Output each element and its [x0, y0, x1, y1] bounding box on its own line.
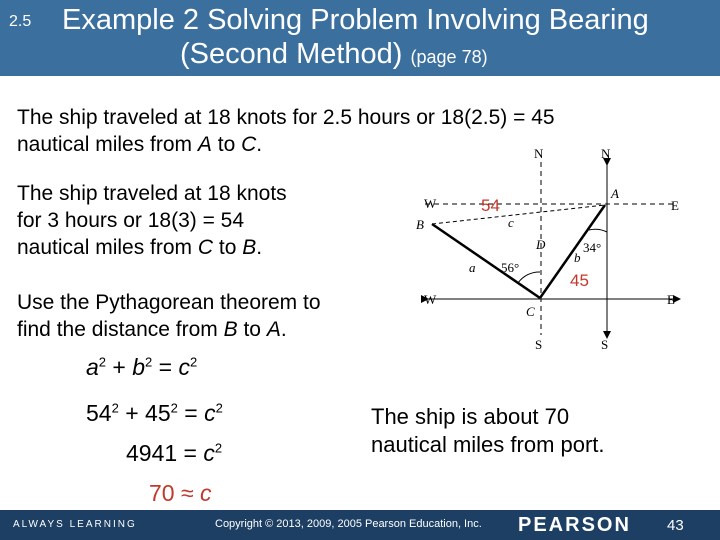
text: to	[237, 318, 267, 341]
paragraph-1-line1: The ship traveled at 18 knots for 2.5 hours or 18(2.5) = 45	[17, 106, 555, 129]
num: 45	[145, 400, 171, 426]
text: .	[280, 318, 287, 341]
slide-title-line1: Example 2 Solving Problem Involving Bearing	[62, 4, 649, 36]
slide-title-line2	[180, 38, 488, 71]
point-b-label: B	[416, 217, 424, 232]
angle-34-label: 34°	[583, 240, 602, 255]
point-label: A	[197, 133, 212, 156]
var: c	[178, 354, 190, 380]
west-label-top: W	[424, 196, 437, 211]
point-label: B	[242, 236, 257, 259]
title-banner	[0, 0, 720, 76]
op: =	[152, 354, 179, 380]
text: .	[256, 236, 263, 259]
paragraph-3-line1: Use the Pythagorean theorem to	[17, 291, 321, 314]
op: +	[106, 354, 133, 380]
footer-copyright: Copyright © 2013, 2009, 2005 Pearson Education, Inc.	[215, 518, 482, 530]
exponent: 2	[215, 400, 223, 416]
var: c	[203, 440, 215, 466]
conclusion-line1: The ship is about 70	[371, 404, 570, 429]
text: nautical miles from	[17, 236, 198, 259]
text: to	[211, 133, 242, 156]
segment-cb	[432, 224, 540, 298]
var: b	[132, 354, 146, 380]
section-number: 2.5	[9, 13, 32, 30]
paragraph-3	[17, 289, 321, 343]
south-label-left: S	[535, 337, 543, 352]
op: =	[177, 440, 204, 466]
north-label-left: N	[534, 146, 544, 161]
text: to	[213, 236, 243, 259]
point-label: B	[223, 318, 238, 341]
paragraph-2	[17, 180, 287, 261]
num: 54	[86, 400, 112, 426]
var: a	[86, 354, 99, 380]
segment-ab	[432, 205, 605, 224]
distance-45-label: 45	[570, 271, 589, 290]
distance-54-label: 54	[481, 196, 500, 215]
equation-sum	[126, 440, 222, 467]
exponent: 2	[190, 354, 198, 370]
exponent: 2	[111, 400, 119, 416]
equation-result	[149, 480, 212, 507]
angle-56-label: 56°	[501, 260, 520, 275]
op: ≈	[174, 480, 200, 506]
west-label-bottom: W	[424, 292, 437, 307]
point-a-label: A	[611, 186, 619, 201]
point-label: C	[241, 133, 257, 156]
equation-pythagorean	[86, 354, 197, 381]
paragraph-2-line3	[17, 234, 287, 261]
text: nautical miles from	[17, 133, 198, 156]
exponent: 2	[170, 400, 178, 416]
footer-tagline: ALWAYS LEARNING	[13, 519, 137, 530]
num: 70	[149, 480, 175, 506]
side-c-label: c	[508, 215, 514, 230]
equation-substitution	[86, 400, 223, 427]
east-label-top: E	[671, 198, 679, 213]
page-number: 43	[667, 517, 684, 534]
exponent: 2	[98, 354, 107, 370]
angle-56-arc	[518, 272, 540, 283]
point-label: C	[197, 236, 214, 259]
paragraph-3-line2	[17, 316, 321, 343]
point-label: A	[266, 318, 281, 341]
var: c	[200, 480, 212, 506]
exponent: 2	[214, 440, 223, 456]
page-reference: (page 78)	[410, 47, 488, 67]
text: .	[256, 133, 263, 156]
point-d-label: D	[536, 237, 546, 252]
exponent: 2	[145, 354, 153, 370]
south-label-right: S	[601, 337, 609, 352]
angle-34-arc	[589, 229, 607, 232]
op: +	[118, 400, 146, 426]
footer-brand-logo: PEARSON	[518, 514, 631, 536]
footer-bar	[0, 510, 720, 540]
num: 4941	[126, 440, 178, 466]
conclusion-line2: nautical miles from port.	[371, 432, 605, 457]
op: =	[177, 400, 205, 426]
paragraph-2-line2: for 3 hours or 18(3) = 54	[17, 209, 245, 232]
point-c-label: C	[526, 304, 535, 319]
side-b-label: b	[574, 250, 581, 265]
side-a-label: a	[469, 260, 476, 275]
text: find the distance from	[17, 318, 224, 341]
bearing-diagram	[405, 140, 695, 355]
var: c	[204, 400, 216, 426]
east-label-bottom: E	[667, 292, 675, 307]
paragraph-2-line1: The ship traveled at 18 knots	[17, 182, 287, 205]
title-subtitle: (Second Method)	[180, 38, 403, 70]
conclusion	[371, 403, 605, 459]
north-label-right: N	[601, 146, 611, 161]
